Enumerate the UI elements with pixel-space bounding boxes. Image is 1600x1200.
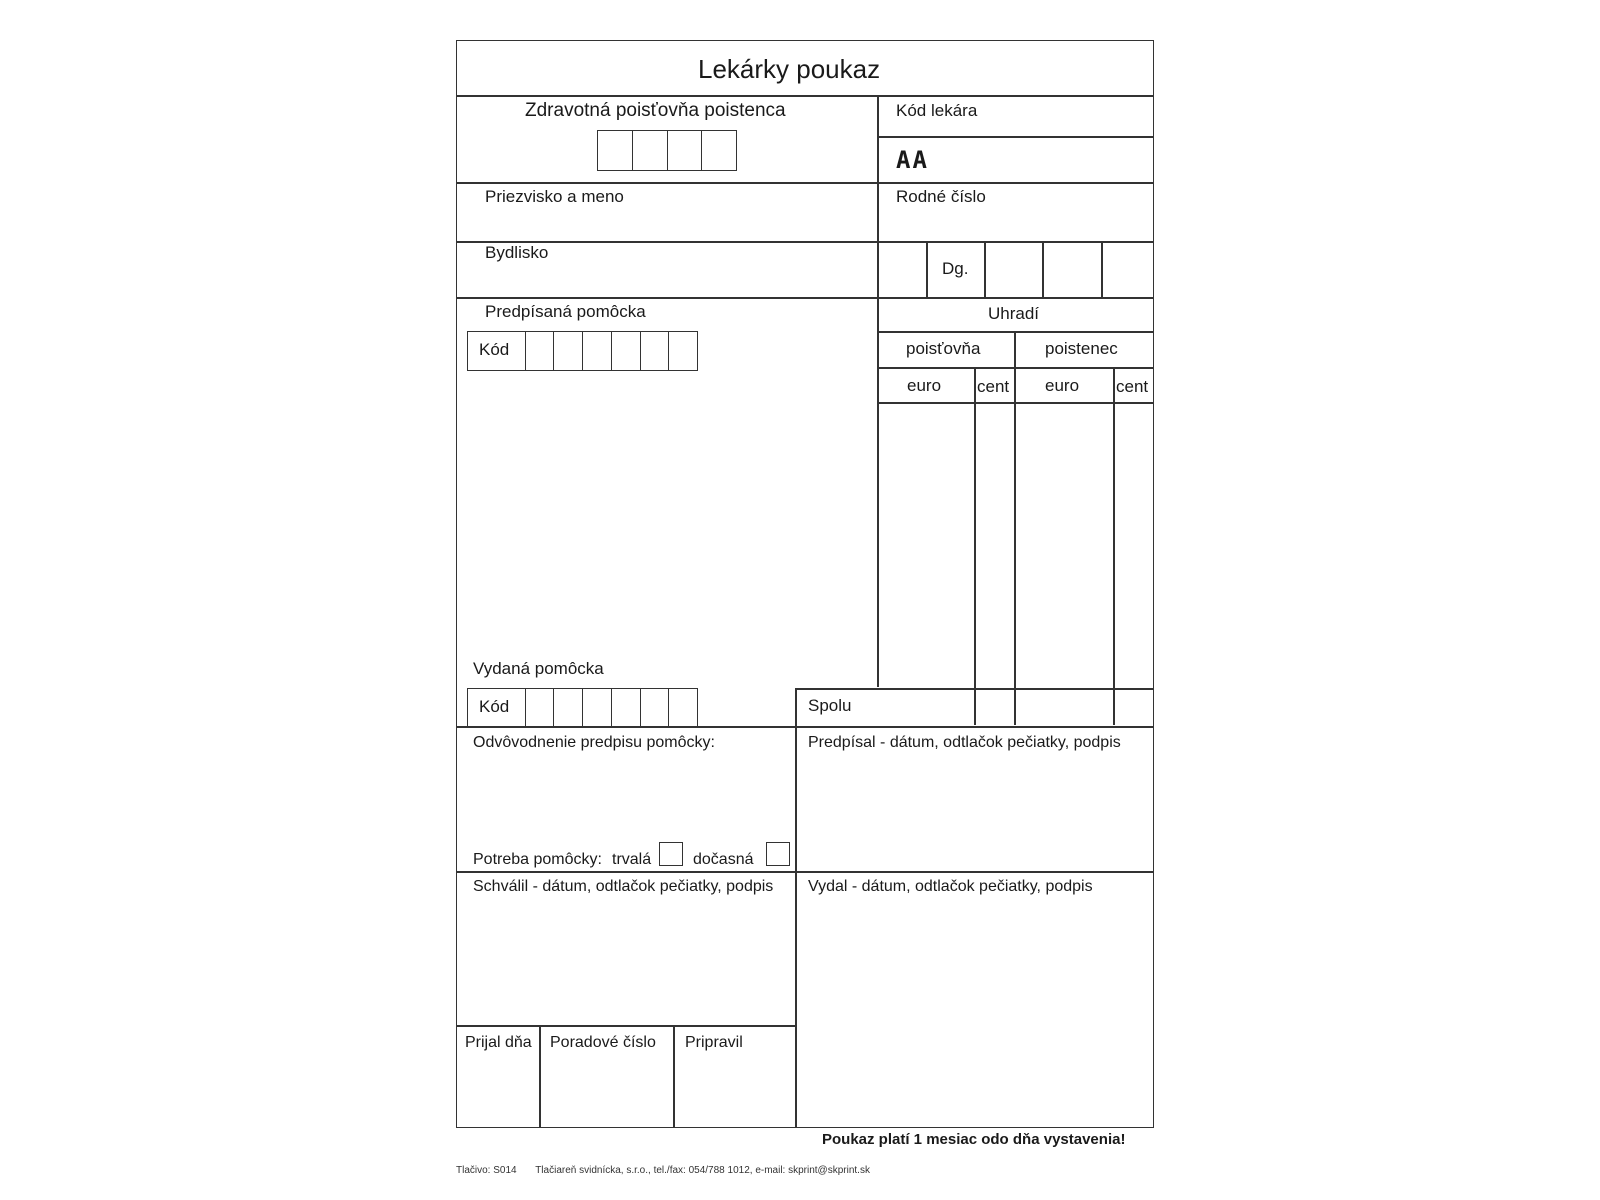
insurer-pays-label: poisťovňa: [906, 339, 981, 358]
divider: [456, 241, 1154, 243]
divider: [795, 688, 797, 1128]
divider: [974, 367, 976, 725]
code-label: Kód: [479, 697, 510, 716]
divider: [877, 136, 1154, 138]
temporary-checkbox[interactable]: [766, 842, 790, 866]
divider: [456, 726, 1154, 728]
divider: [984, 241, 986, 298]
divider: [456, 871, 1154, 873]
insurer-code-input[interactable]: [597, 130, 737, 171]
insurer-cent-label: cent: [977, 377, 1010, 396]
issued-by-label: Vydal - dátum, odtlačok pečiatky, podpis: [808, 878, 1093, 895]
prepared-by-label: Pripravil: [685, 1034, 743, 1051]
divider: [877, 331, 1154, 333]
justification-label: Odvôvodnenie predpisu pomôcky:: [473, 734, 715, 751]
validity-note: Poukaz platí 1 mesiac odo dňa vystavenia!: [822, 1131, 1126, 1148]
insurer-label: Zdravotná poisťovňa poistenca: [525, 100, 786, 121]
divider: [877, 95, 879, 687]
form-title: Lekárky poukaz: [698, 54, 881, 84]
divider: [1042, 241, 1044, 298]
form-number: Tlačivo: S014: [456, 1165, 517, 1176]
address-label: Bydlisko: [485, 243, 549, 262]
doctor-code-value[interactable]: AA: [896, 146, 929, 174]
permanent-checkbox[interactable]: [659, 842, 683, 866]
divider: [456, 1025, 796, 1027]
divider: [1113, 367, 1115, 725]
divider: [926, 241, 928, 298]
need-label: Potreba pomôcky:: [473, 851, 602, 868]
birth-number-label: Rodné číslo: [896, 187, 986, 206]
issued-aid-code-input[interactable]: [467, 688, 698, 727]
divider: [877, 402, 1154, 404]
divider: [456, 182, 1154, 184]
approved-by-label: Schválil - dátum, odtlačok pečiatky, podpis: [473, 878, 774, 895]
prescribed-aid-label: Predpísaná pomôcka: [485, 302, 646, 321]
insured-pays-label: poistenec: [1045, 339, 1118, 358]
printer-info: Tlačiareň svidnícka, s.r.o., tel./fax: 054/788 1012, e-mail: skprint@skprint.sk: [535, 1165, 870, 1176]
permanent-label: trvalá: [612, 851, 652, 868]
code-label: Kód: [479, 340, 510, 359]
divider: [456, 95, 1154, 97]
divider: [1101, 241, 1103, 298]
divider: [539, 1025, 541, 1128]
name-label: Priezvisko a meno: [485, 187, 624, 206]
diagnosis-label: Dg.: [942, 259, 969, 278]
divider: [795, 688, 1154, 690]
prescribed-aid-code-input[interactable]: [467, 331, 698, 371]
serial-number-label: Poradové číslo: [550, 1034, 656, 1051]
insured-cent-label: cent: [1116, 377, 1149, 396]
divider: [1014, 331, 1016, 725]
divider: [456, 297, 1154, 299]
divider: [673, 1025, 675, 1128]
print-info: [456, 1165, 886, 1176]
insurer-euro-label: euro: [907, 376, 942, 395]
payment-header: Uhradí: [988, 304, 1040, 323]
doctor-code-label: Kód lekára: [896, 101, 978, 120]
received-date-label: Prijal dňa: [465, 1034, 532, 1051]
total-label: Spolu: [808, 696, 852, 715]
issued-aid-label: Vydaná pomôcka: [473, 659, 604, 678]
insured-euro-label: euro: [1045, 376, 1080, 395]
prescribed-by-label: Predpísal - dátum, odtlačok pečiatky, podpis: [808, 734, 1121, 751]
temporary-label: dočasná: [693, 851, 754, 868]
